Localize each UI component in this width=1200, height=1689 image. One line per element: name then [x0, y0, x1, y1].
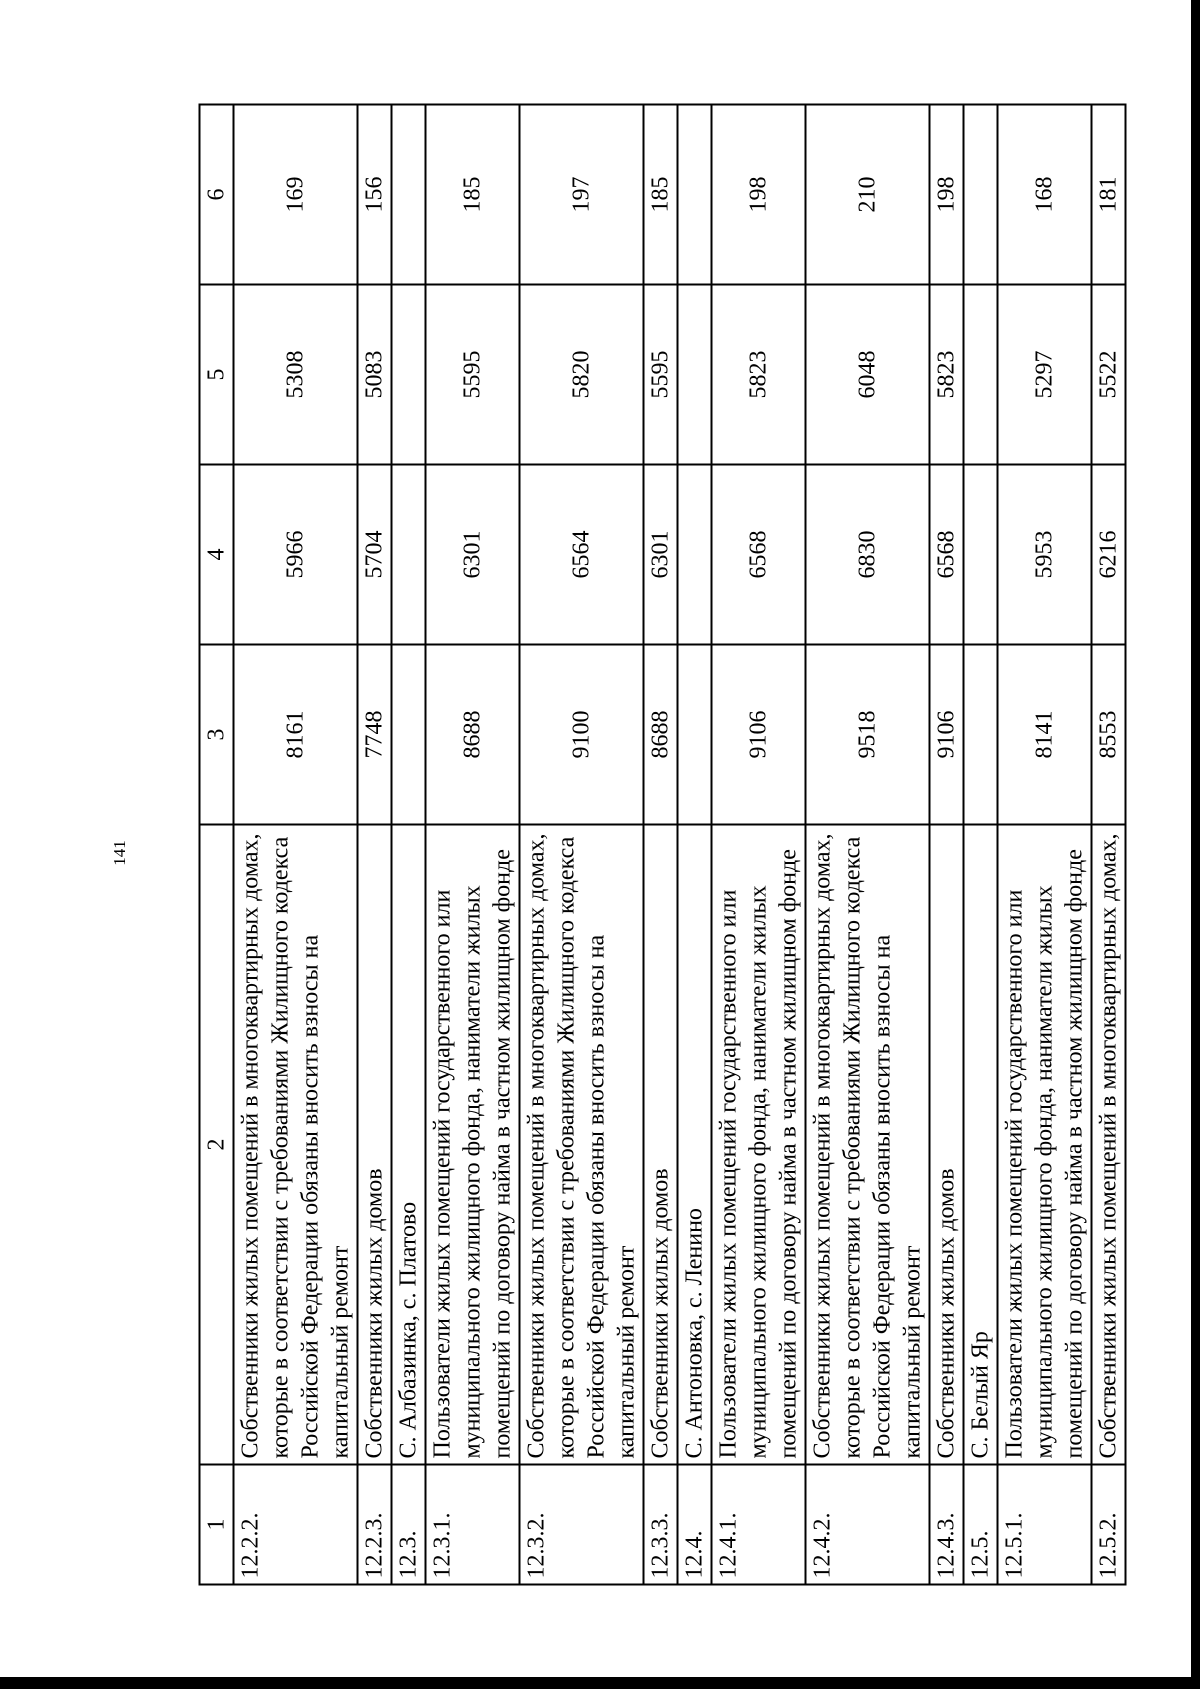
row-value-col-3	[677, 644, 711, 824]
row-description: Собственники жилых помещений в многоквартирных домах, которые в соответствии с требованиями Жилищного кодекса Российской Федерации обязаны вносить взносы на капитальный ремонт	[233, 824, 357, 1464]
row-value-col-3: 9518	[805, 644, 929, 824]
row-code: 12.5.1.	[997, 1464, 1091, 1584]
row-value-col-3: 8553	[1091, 644, 1125, 824]
row-description: Собственники жилых помещений в многоквартирных домах,	[1091, 824, 1125, 1464]
row-value-col-4: 6301	[643, 464, 677, 644]
row-description: С. Белый Яр	[963, 824, 997, 1464]
row-value-col-6	[963, 104, 997, 284]
row-description: Собственники жилых домов	[357, 824, 391, 1464]
header-col-3: 3	[199, 644, 233, 824]
row-value-col-3: 8161	[233, 644, 357, 824]
row-description: Пользователи жилых помещений государственного или муниципального жилищного фонда, наниматели жилых помещений по договору найма в частном жилищном фонде	[711, 824, 805, 1464]
table-row	[711, 104, 805, 1584]
row-description: С. Антоновка, с. Ленино	[677, 824, 711, 1464]
row-value-col-4: 6564	[519, 464, 643, 644]
table-row	[425, 104, 519, 1584]
row-code: 12.4.1.	[711, 1464, 805, 1584]
table-row	[997, 104, 1091, 1584]
tariff-table	[198, 103, 1126, 1585]
row-code: 12.3.	[391, 1464, 425, 1584]
row-value-col-4	[391, 464, 425, 644]
row-value-col-5: 5823	[711, 284, 805, 464]
row-value-col-5: 6048	[805, 284, 929, 464]
header-col-2: 2	[199, 824, 233, 1464]
table-row	[929, 104, 963, 1584]
row-value-col-6: 185	[643, 104, 677, 284]
scan-edge-right	[1191, 0, 1200, 1689]
row-code: 12.5.2.	[1091, 1464, 1125, 1584]
table-body	[233, 104, 1125, 1584]
row-value-col-3	[391, 644, 425, 824]
page-number: 141	[110, 840, 129, 866]
row-value-col-6: 156	[357, 104, 391, 284]
table-row	[963, 104, 997, 1584]
row-value-col-5: 5308	[233, 284, 357, 464]
row-code: 12.2.2.	[233, 1464, 357, 1584]
row-description: Собственники жилых помещений в многоквартирных домах, которые в соответствии с требованиями Жилищного кодекса Российской Федерации обязаны вносить взносы на капитальный ремонт	[519, 824, 643, 1464]
row-value-col-4: 5704	[357, 464, 391, 644]
row-value-col-4: 6216	[1091, 464, 1125, 644]
row-value-col-6: 197	[519, 104, 643, 284]
row-value-col-6: 169	[233, 104, 357, 284]
row-value-col-6: 185	[425, 104, 519, 284]
table-row	[391, 104, 425, 1584]
table-row	[357, 104, 391, 1584]
row-code: 12.4.	[677, 1464, 711, 1584]
rotated-table-container	[198, 105, 1121, 1585]
header-col-6: 6	[199, 104, 233, 284]
header-col-4: 4	[199, 464, 233, 644]
scan-edge-bottom	[0, 1677, 1200, 1689]
row-description: Собственники жилых помещений в многоквартирных домах, которые в соответствии с требованиями Жилищного кодекса Российской Федерации обязаны вносить взносы на капитальный ремонт	[805, 824, 929, 1464]
row-description: Пользователи жилых помещений государственного или муниципального жилищного фонда, наниматели жилых помещений по договору найма в частном жилищном фонде	[997, 824, 1091, 1464]
table-row	[233, 104, 357, 1584]
table-row	[805, 104, 929, 1584]
row-description: Пользователи жилых помещений государственного или муниципального жилищного фонда, наниматели жилых помещений по договору найма в частном жилищном фонде	[425, 824, 519, 1464]
table-row	[519, 104, 643, 1584]
row-value-col-4	[963, 464, 997, 644]
row-value-col-3: 9100	[519, 644, 643, 824]
row-value-col-5	[391, 284, 425, 464]
row-description: С. Албазинка, с. Платово	[391, 824, 425, 1464]
row-value-col-4: 6830	[805, 464, 929, 644]
row-value-col-3: 8688	[643, 644, 677, 824]
row-code: 12.4.2.	[805, 1464, 929, 1584]
row-code: 12.2.3.	[357, 1464, 391, 1584]
table-row	[643, 104, 677, 1584]
row-value-col-3: 9106	[929, 644, 963, 824]
row-value-col-5: 5820	[519, 284, 643, 464]
row-value-col-6: 210	[805, 104, 929, 284]
row-value-col-4: 5966	[233, 464, 357, 644]
row-value-col-4: 5953	[997, 464, 1091, 644]
row-value-col-3: 9106	[711, 644, 805, 824]
table-row	[1091, 104, 1125, 1584]
row-value-col-6: 181	[1091, 104, 1125, 284]
row-value-col-6	[677, 104, 711, 284]
table-row	[677, 104, 711, 1584]
header-col-5: 5	[199, 284, 233, 464]
row-value-col-5	[677, 284, 711, 464]
header-row	[199, 104, 233, 1584]
row-value-col-5: 5595	[643, 284, 677, 464]
row-value-col-3	[963, 644, 997, 824]
row-value-col-6: 168	[997, 104, 1091, 284]
row-value-col-6: 198	[929, 104, 963, 284]
row-value-col-3: 8141	[997, 644, 1091, 824]
row-code: 12.4.3.	[929, 1464, 963, 1584]
row-code: 12.3.1.	[425, 1464, 519, 1584]
row-value-col-3: 7748	[357, 644, 391, 824]
row-description: Собственники жилых домов	[929, 824, 963, 1464]
row-value-col-3: 8688	[425, 644, 519, 824]
row-description: Собственники жилых домов	[643, 824, 677, 1464]
row-value-col-5: 5297	[997, 284, 1091, 464]
row-value-col-5: 5522	[1091, 284, 1125, 464]
row-code: 12.3.2.	[519, 1464, 643, 1584]
row-value-col-4: 6301	[425, 464, 519, 644]
row-value-col-5: 5823	[929, 284, 963, 464]
row-value-col-6	[391, 104, 425, 284]
row-value-col-4: 6568	[929, 464, 963, 644]
row-code: 12.3.3.	[643, 1464, 677, 1584]
row-code: 12.5.	[963, 1464, 997, 1584]
row-value-col-5: 5595	[425, 284, 519, 464]
row-value-col-6: 198	[711, 104, 805, 284]
row-value-col-5: 5083	[357, 284, 391, 464]
row-value-col-4	[677, 464, 711, 644]
row-value-col-4: 6568	[711, 464, 805, 644]
row-value-col-5	[963, 284, 997, 464]
header-col-1: 1	[199, 1464, 233, 1584]
